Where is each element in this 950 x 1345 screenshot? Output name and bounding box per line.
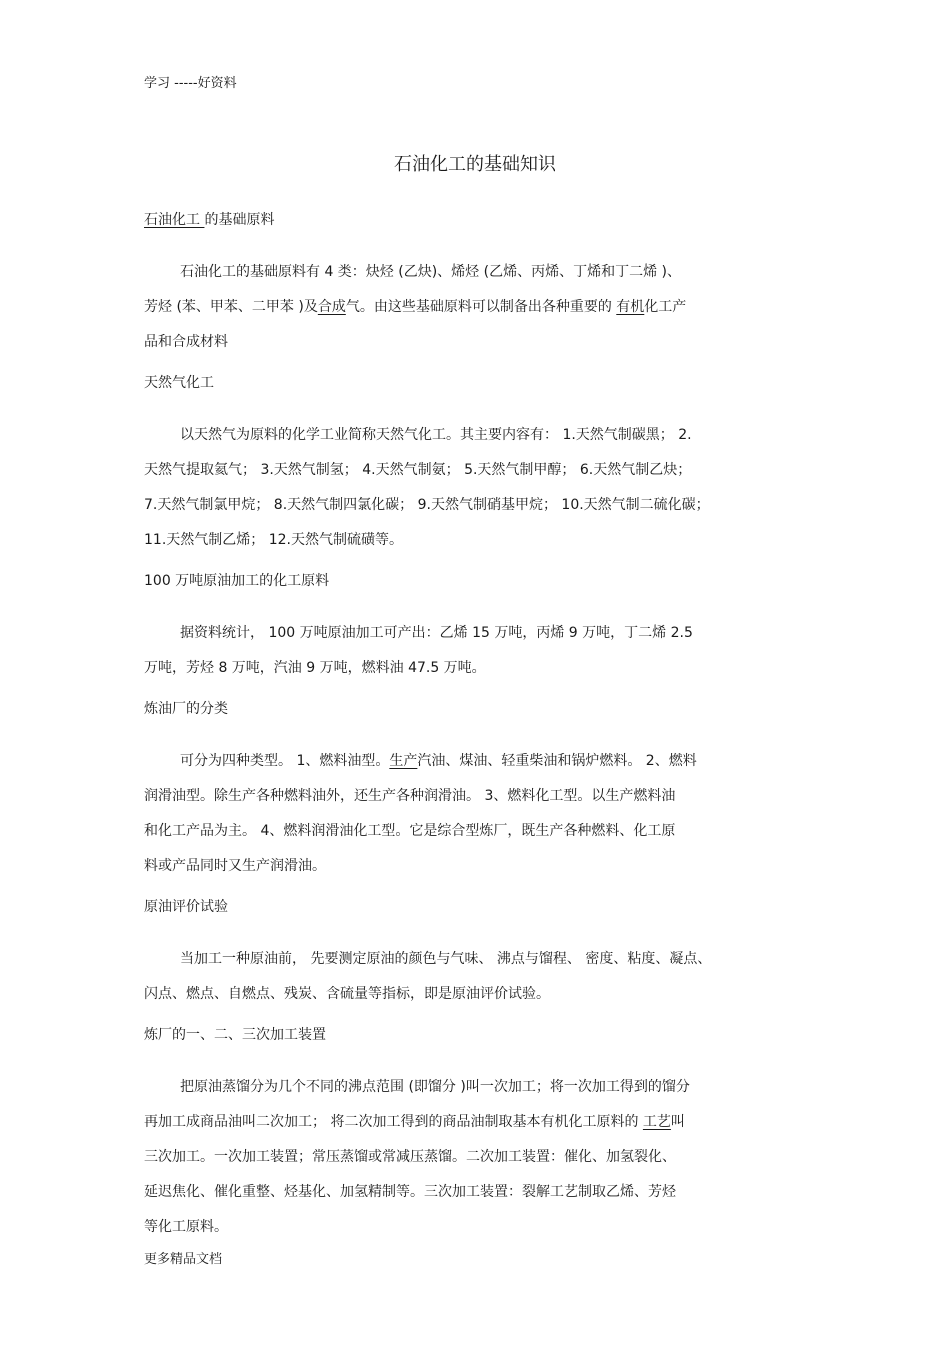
text-run: 炼油厂的分类 [144,701,228,717]
text-run: 11.天然气制乙烯； 12.天然气制硫磺等。 [144,532,403,548]
underlined-term: 石油化工 [144,212,205,228]
paragraph-line [144,977,808,1012]
section-heading [144,896,808,918]
underlined-term: 生产 [389,753,418,769]
paragraph-line [144,1210,808,1245]
text-run: 闪点、燃点、自燃点、残炭、含硫量等指标，即是原油评价试验。 [144,986,550,1002]
paragraph-line [144,523,808,558]
paragraph-line [144,1105,808,1140]
text-run: 以天然气为原料的化学工业简称天然气化工。其主要内容有： 1.天然气制碳黑； 2. [180,427,692,443]
section-paragraph [144,616,808,686]
text-run: 天然气提取氦气； 3.天然气制氢； 4.天然气制氨； 5.天然气制甲醇； 6.天然气制乙炔； [144,462,692,478]
text-run: 100 万吨原油加工的化工原料 [144,573,330,589]
section-paragraph [144,255,808,360]
page-header: 学习 -----好资料 [144,76,237,91]
text-run: 可分为四种类型。 1、燃料油型。 [180,753,390,769]
section-heading [144,1024,808,1046]
paragraph-line [144,453,808,488]
text-run: 据资料统计， 100 万吨原油加工可产出：乙烯 15 万吨，丙烯 9 万吨，丁二烯 2.5 [180,625,693,641]
underlined-term: 有机 [616,299,645,315]
section-heading [144,372,808,394]
page-footer: 更多精品文档 [144,1252,223,1267]
text-run: 7.天然气制氯甲烷； 8.天然气制四氯化碳； 9.天然气制硝基甲烷； 10.天然气制二硫化碳； [144,497,710,513]
paragraph-line [144,942,808,977]
paragraph-line [144,290,808,325]
text-run: 和化工产品为主。 4、燃料润滑油化工型。它是综合型炼厂，既生产各种燃料、化工原 [144,823,676,839]
paragraph-line [144,744,808,779]
underlined-term: 工艺 [642,1114,671,1130]
text-run: 芳烃 (苯、甲苯、二甲苯 )及 [144,299,318,315]
section-heading [144,570,808,592]
section-paragraph [144,418,808,558]
paragraph-line [144,849,808,884]
text-run: 延迟焦化、催化重整、烃基化、加氢精制等。三次加工装置：裂解工艺制取乙烯、芳烃 [144,1184,676,1200]
paragraph-line [144,255,808,290]
text-run: 原油评价试验 [144,899,228,915]
text-run: 炼厂的一、二、三次加工装置 [144,1027,326,1043]
text-run: 三次加工。一次加工装置；常压蒸馏或常减压蒸馏。二次加工装置：催化、加氢裂化、 [144,1149,676,1165]
text-run: 等化工原料。 [144,1219,228,1235]
section-heading [144,698,808,720]
text-run: 化工产 [644,299,687,315]
paragraph-line [144,1140,808,1175]
text-run: 再加工成商品油叫二次加工； 将二次加工得到的商品油制取基本有机化工原料的 [144,1114,643,1130]
text-run: 万吨，芳烃 8 万吨，汽油 9 万吨，燃料油 47.5 万吨。 [144,660,486,676]
text-run: 天然气化工 [144,375,214,391]
paragraph-line [144,779,808,814]
text-run: 润滑油型。除生产各种燃料油外，还生产各种润滑油。 3、燃料化工型。以生产燃料油 [144,788,676,804]
paragraph-line [144,1175,808,1210]
paragraph-line [144,325,808,360]
text-run: 气。由这些基础原料可以制备出各种重要的 [345,299,617,315]
document-title: 石油化工的基础知识 [394,154,556,175]
section-paragraph [144,1070,808,1245]
text-run: 当加工一种原油前， 先要测定原油的颜色与气味、 沸点与馏程、 密度、粘度、凝点、 [180,951,712,967]
text-run: 品和合成材料 [144,334,228,350]
section-paragraph [144,744,808,884]
underlined-term: 合成 [317,299,346,315]
text-run: 的基础原料 [204,212,275,228]
document-body [144,209,808,1257]
text-run: 叫 [670,1114,685,1130]
text-run: 石油化工的基础原料有 4 类：炔烃 (乙炔)、烯烃 (乙烯、丙烯、丁烯和丁二烯 )、 [180,264,682,280]
text-run: 把原油蒸馏分为几个不同的沸点范围 (即馏分 )叫一次加工；将一次加工得到的馏分 [180,1079,690,1095]
paragraph-line [144,651,808,686]
text-run: 料或产品同时又生产润滑油。 [144,858,326,874]
paragraph-line [144,418,808,453]
section-paragraph [144,942,808,1012]
paragraph-line [144,1070,808,1105]
paragraph-line [144,814,808,849]
text-run: 汽油、煤油、轻重柴油和锅炉燃料。 2、燃料 [417,753,697,769]
paragraph-line [144,616,808,651]
paragraph-line [144,488,808,523]
section-heading [144,209,808,231]
